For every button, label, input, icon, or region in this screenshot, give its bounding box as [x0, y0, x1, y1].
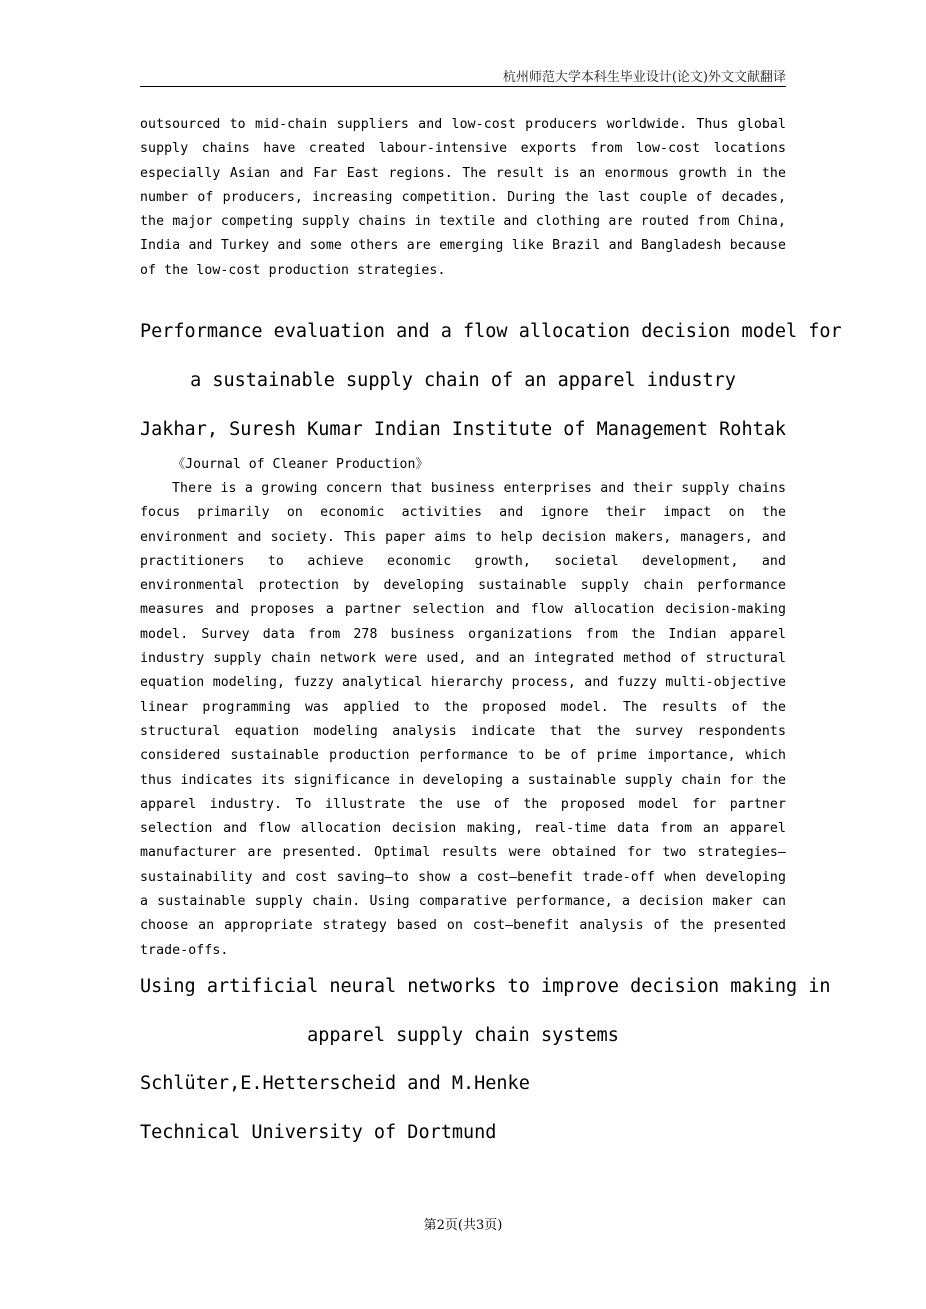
article2-title-line2: apparel supply chain systems — [307, 1025, 619, 1046]
header-divider — [140, 86, 786, 87]
article1-title-line1: Performance evaluation and a flow allocation decision model for — [140, 321, 842, 342]
article1-abstract: There is a growing concern that business enterprises and their supply chains focus primarily on economic activities and ignore their impact on the environment and society. This paper aims to help decision makers, managers, and practitioners to achieve economic growth, societal development, and environmental protection by developing sustainable supply chain performance measures and proposes a partner selection and flow allocation decision-making model. Survey data from 278 business organizations from the Indian apparel industry supply chain network were used, and an integrated method of structural equation modeling, fuzzy analytical hierarchy process, and fuzzy multi-objective linear programming was applied to the proposed model. The results of the structural equation modeling analysis indicate that the survey respondents considered sustainable production performance to be of prime importance, which thus indicates its significance in developing a sustainable supply chain for the apparel industry. To illustrate the use of the proposed model for partner selection and flow allocation decision making, real-time data from an apparel manufacturer are presented. Optimal results were obtained for two strategies—sustainability and cost saving—to show a cost–benefit trade-off when developing a sustainable supply chain. Using comparative performance, a decision maker can choose an appropriate strategy based on cost–benefit analysis of the presented trade-offs. — [140, 481, 786, 958]
article1-authors: Jakhar, Suresh Kumar — [140, 419, 363, 440]
article1-institution: Indian Institute of Management Rohtak — [373, 419, 786, 440]
article2-institution: Technical University of Dortmund — [140, 1122, 497, 1143]
header-title: 杭州师范大学本科生毕业设计(论文)外文文献翻译 — [502, 70, 786, 85]
article2-title-line1: Using artificial neural networks to improve decision making in — [140, 976, 831, 997]
page-number: 第2页(共3页) — [423, 1218, 503, 1233]
article1-journal: 《Journal of Cleaner Production》 — [172, 457, 429, 472]
article1-byline — [140, 418, 786, 442]
article2-authors: Schlüter,E.Hetterscheid and M.Henke — [140, 1073, 530, 1094]
article1-title-line2: a sustainable supply chain of an apparel industry — [190, 370, 736, 391]
intro-paragraph: outsourced to mid-chain suppliers and low-cost producers worldwide. Thus global supply chains have created labour-intensive exports from low-cost locations especially Asian and Far East regions. The result is an enormous growth in the number of producers, increasing competition. During the last couple of decades, the major competing supply chains in textile and clothing are routed from China, India and Turkey and some others are emerging like Brazil and Bangladesh because of the low-cost production strategies. — [140, 117, 786, 278]
